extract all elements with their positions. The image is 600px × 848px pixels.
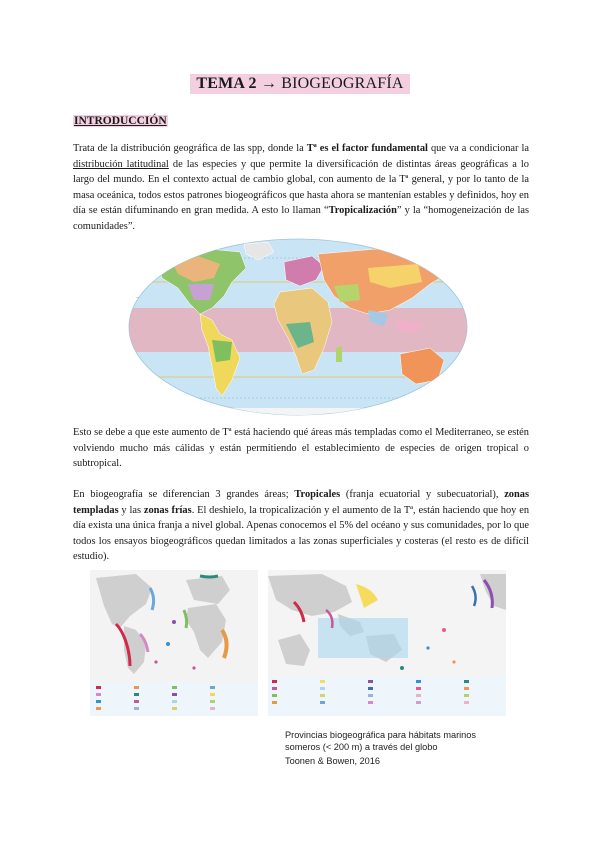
paragraph-cause: Esto se debe a que este aumento de Tª está haciendo qué áreas más templadas como el Mediterraneo, se estén volviendo mucho más cálidas y están permitiendo el establecimiento de especies de origen tropical o subtropical. [73,427,529,470]
atlantic-provinces-map [90,570,258,716]
indopacific-provinces-map [268,570,506,716]
figure-caption-source: Toonen & Bowen, 2016 [285,756,381,766]
paragraph-areas: En biogeografía se diferencian 3 grandes áreas; Tropicales (franja ecuatorial y subecuatorial), zonas templadas y las zonas frías. El deshielo, la tropicalización y el aumento de la Tª, están haciendo que hoy en día exista una única franja a nivel global. Apenas conocemos el 5% del océano y sus comunidades, por lo que todos los ensayos biogeográficos quedan limitados a las zonas superficiales y costeras (el resto es de difícil estudio). [73,489,530,563]
paragraph-intro: Trata de la distribución geográfica de las spp, donde la Tª es el factor fundamental que va a condicionar la distribución latitudinal de las especies y que permite la diversificación de distintas áreas geográficas a lo largo del mundo. En el contexto actual de cambio global, con aumento de la Tª general, y por lo tanto de la masa oceánica, todos estos patrones biogeográficos que hasta ahora se mantenían estables y definidos, hoy en día se están difuminando en gran medida. A esto lo llaman “Tropicalización” y la “homogeneización de las comunidades”. [73,143,529,232]
title-rest: BIOGEOGRAFÍA [281,75,404,92]
title-bold: TEMA 2 [196,75,257,92]
page-title [0,74,600,94]
map-label-cancer: — [136,295,139,299]
world-map-figure [128,238,468,416]
figure-caption-line-1: Provincias biogeográfica para hábitats marinos [285,730,476,740]
figure-caption-line-2: someros (< 200 m) a través del globo [285,742,438,752]
title-arrow: → [256,75,282,92]
section-heading: INTRODUCCIÓN [74,115,167,127]
